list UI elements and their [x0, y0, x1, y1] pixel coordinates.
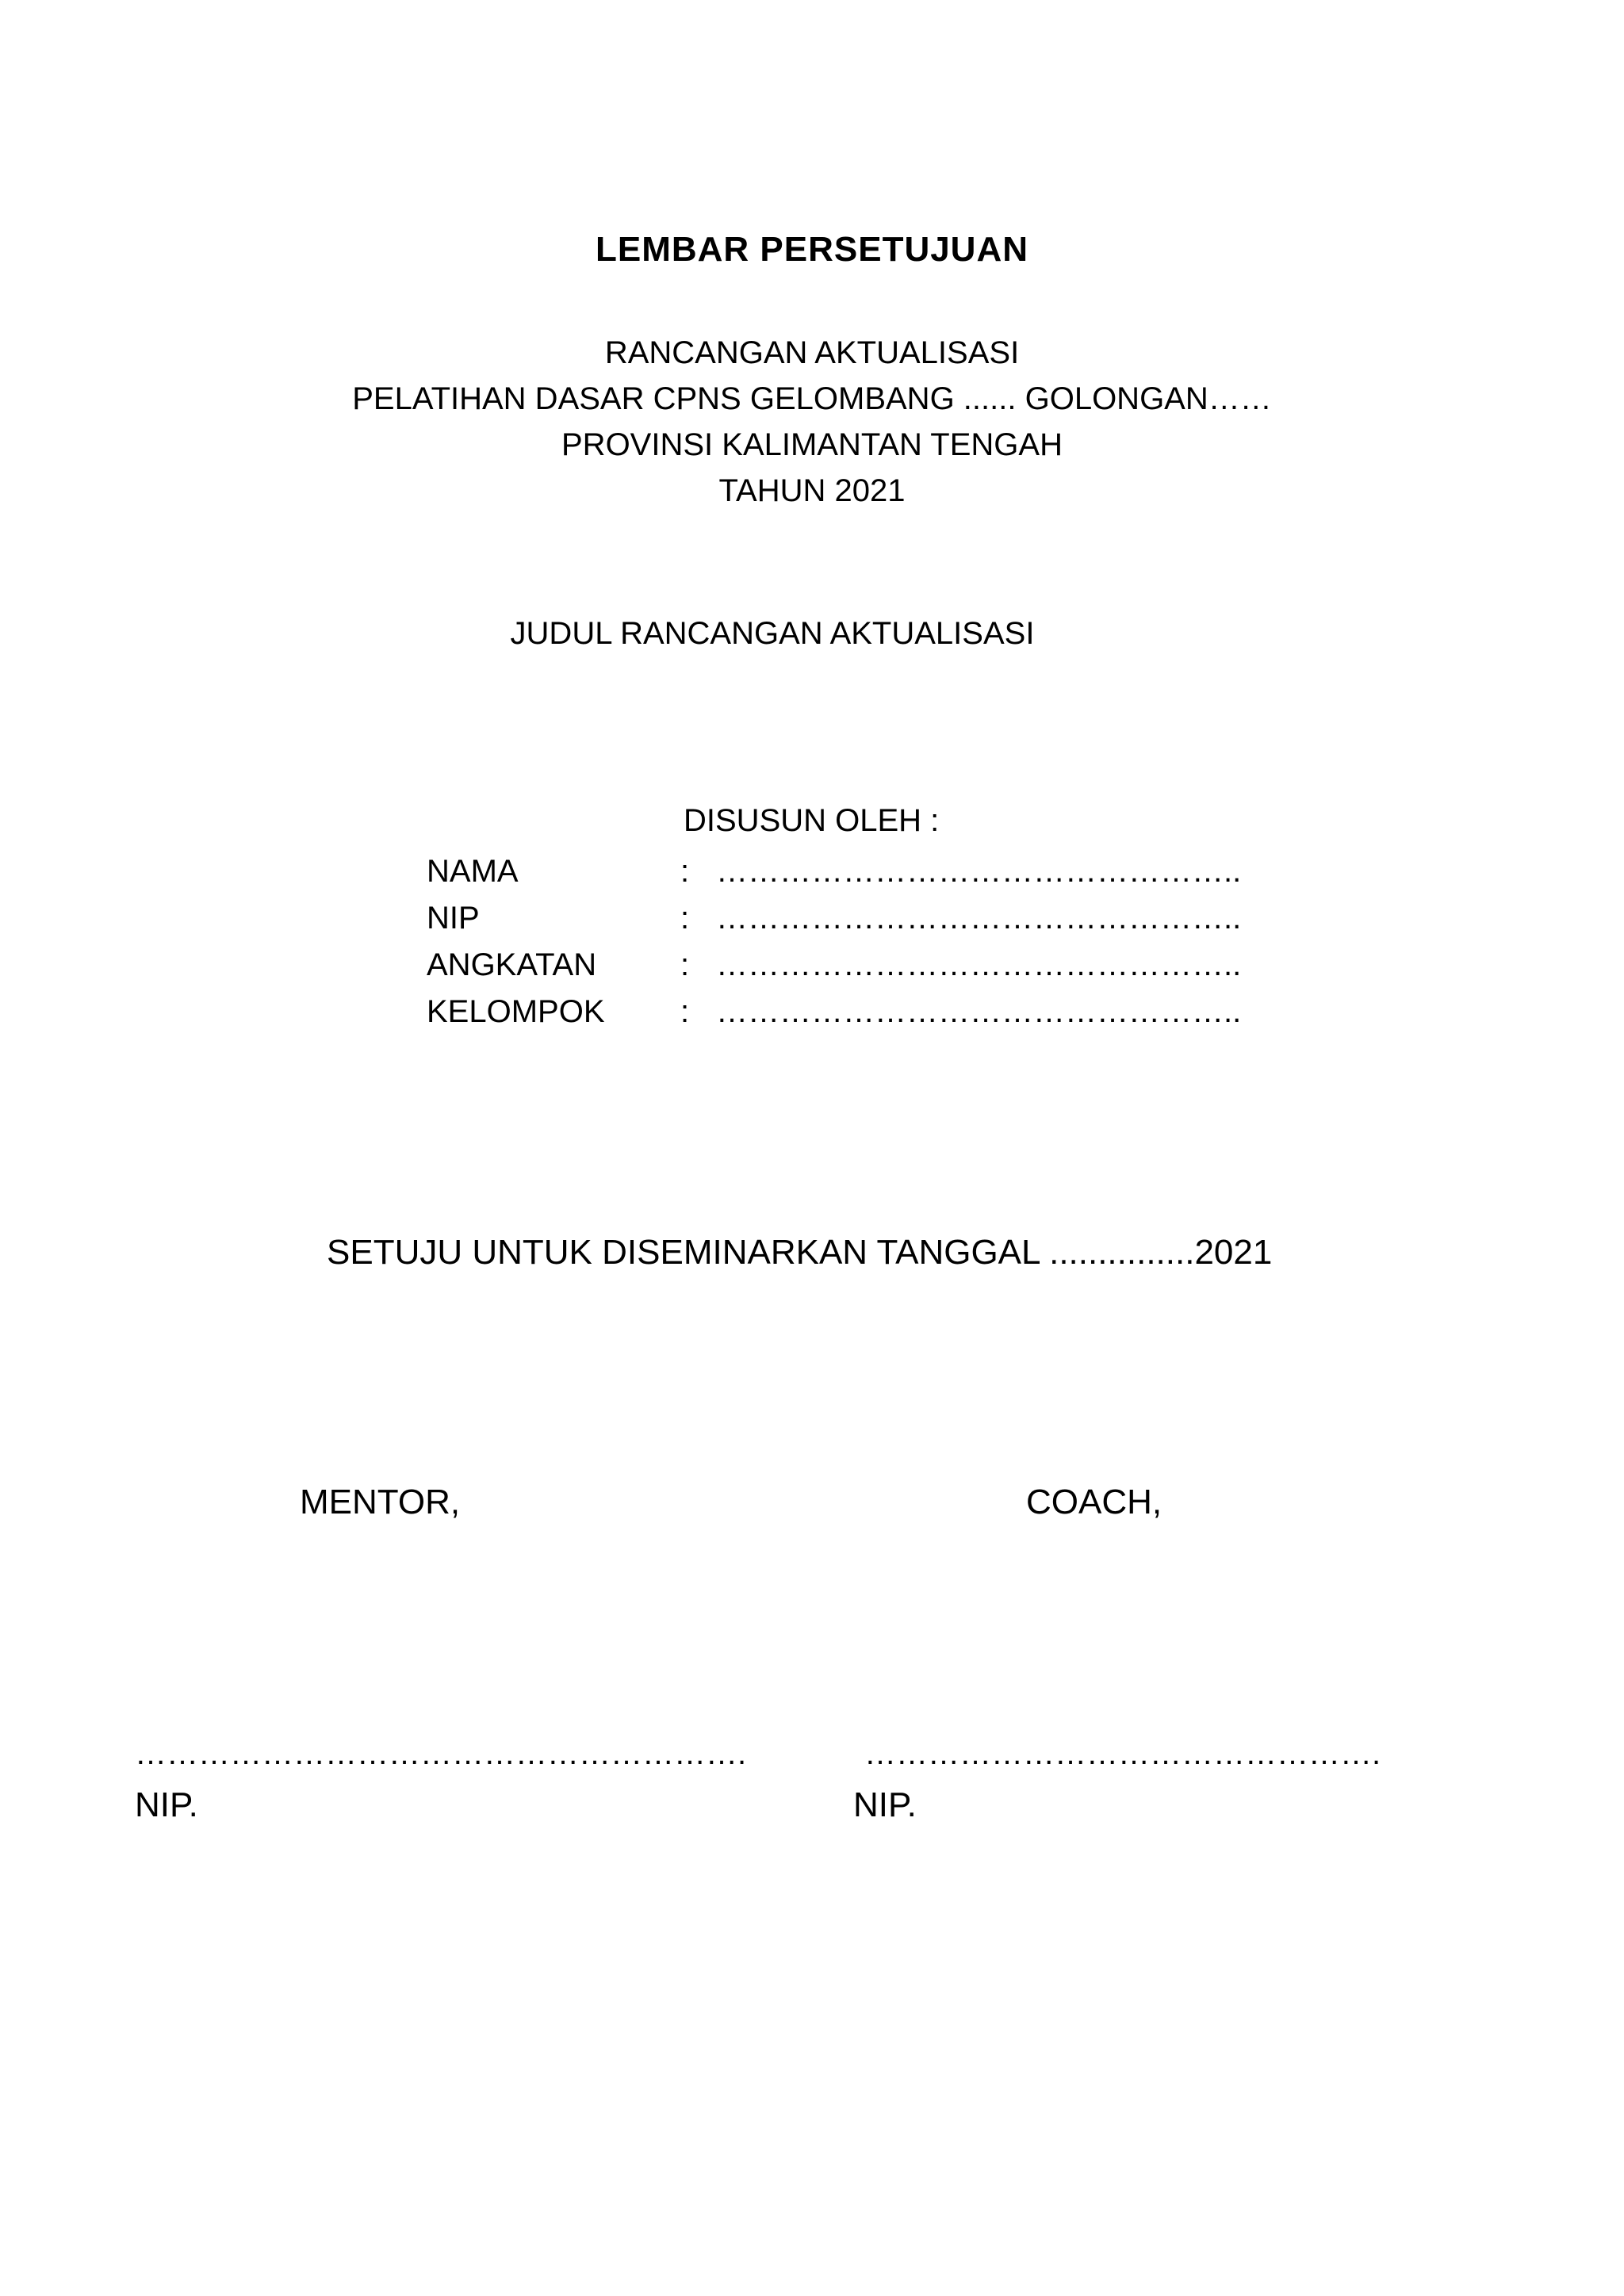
mentor-label: MENTOR,: [300, 1483, 461, 1521]
subtitle-line-2: PELATIHAN DASAR CPNS GELOMBANG ...... GOLONGAN……: [352, 381, 1272, 416]
subtitle-line-4: TAHUN 2021: [718, 473, 906, 508]
info-value-blank: …………………………………………..: [716, 854, 1242, 889]
info-colon: :: [680, 854, 690, 889]
approval-statement: SETUJU UNTUK DISEMINARKAN TANGGAL ...............2021: [327, 1233, 1273, 1272]
info-label: ANGKATAN: [427, 947, 597, 982]
mentor-nip-label: NIP.: [135, 1785, 198, 1824]
coach-label: COACH,: [1026, 1483, 1162, 1521]
info-value-blank: …………………………………………..: [716, 947, 1242, 982]
document-title: LEMBAR PERSETUJUAN: [595, 230, 1029, 269]
info-row-kelompok: [427, 989, 1241, 1035]
info-label: NIP: [427, 901, 480, 936]
info-colon: :: [680, 901, 690, 936]
judul-heading: JUDUL RANCANGAN AKTUALISASI: [510, 616, 1035, 651]
info-row-nip: [427, 895, 1241, 942]
coach-nip-label: NIP.: [853, 1785, 917, 1824]
mentor-signature-line: ………………………………………………….: [135, 1736, 747, 1771]
info-colon: :: [680, 994, 690, 1029]
info-row-angkatan: [427, 942, 1241, 989]
author-info-table: [427, 848, 1241, 1035]
subtitle-line-1: RANCANGAN AKTUALISASI: [604, 335, 1020, 370]
info-label: NAMA: [427, 854, 519, 889]
info-value-blank: …………………………………………..: [716, 994, 1242, 1029]
subtitle-line-3: PROVINSI KALIMANTAN TENGAH: [561, 427, 1063, 462]
info-row-nama: [427, 848, 1241, 895]
disusun-label: DISUSUN OLEH :: [684, 803, 940, 838]
info-label: KELOMPOK: [427, 994, 605, 1029]
coach-signature-line: ………………………………………….: [864, 1736, 1381, 1771]
info-value-blank: …………………………………………..: [716, 901, 1242, 936]
info-colon: :: [680, 947, 690, 982]
